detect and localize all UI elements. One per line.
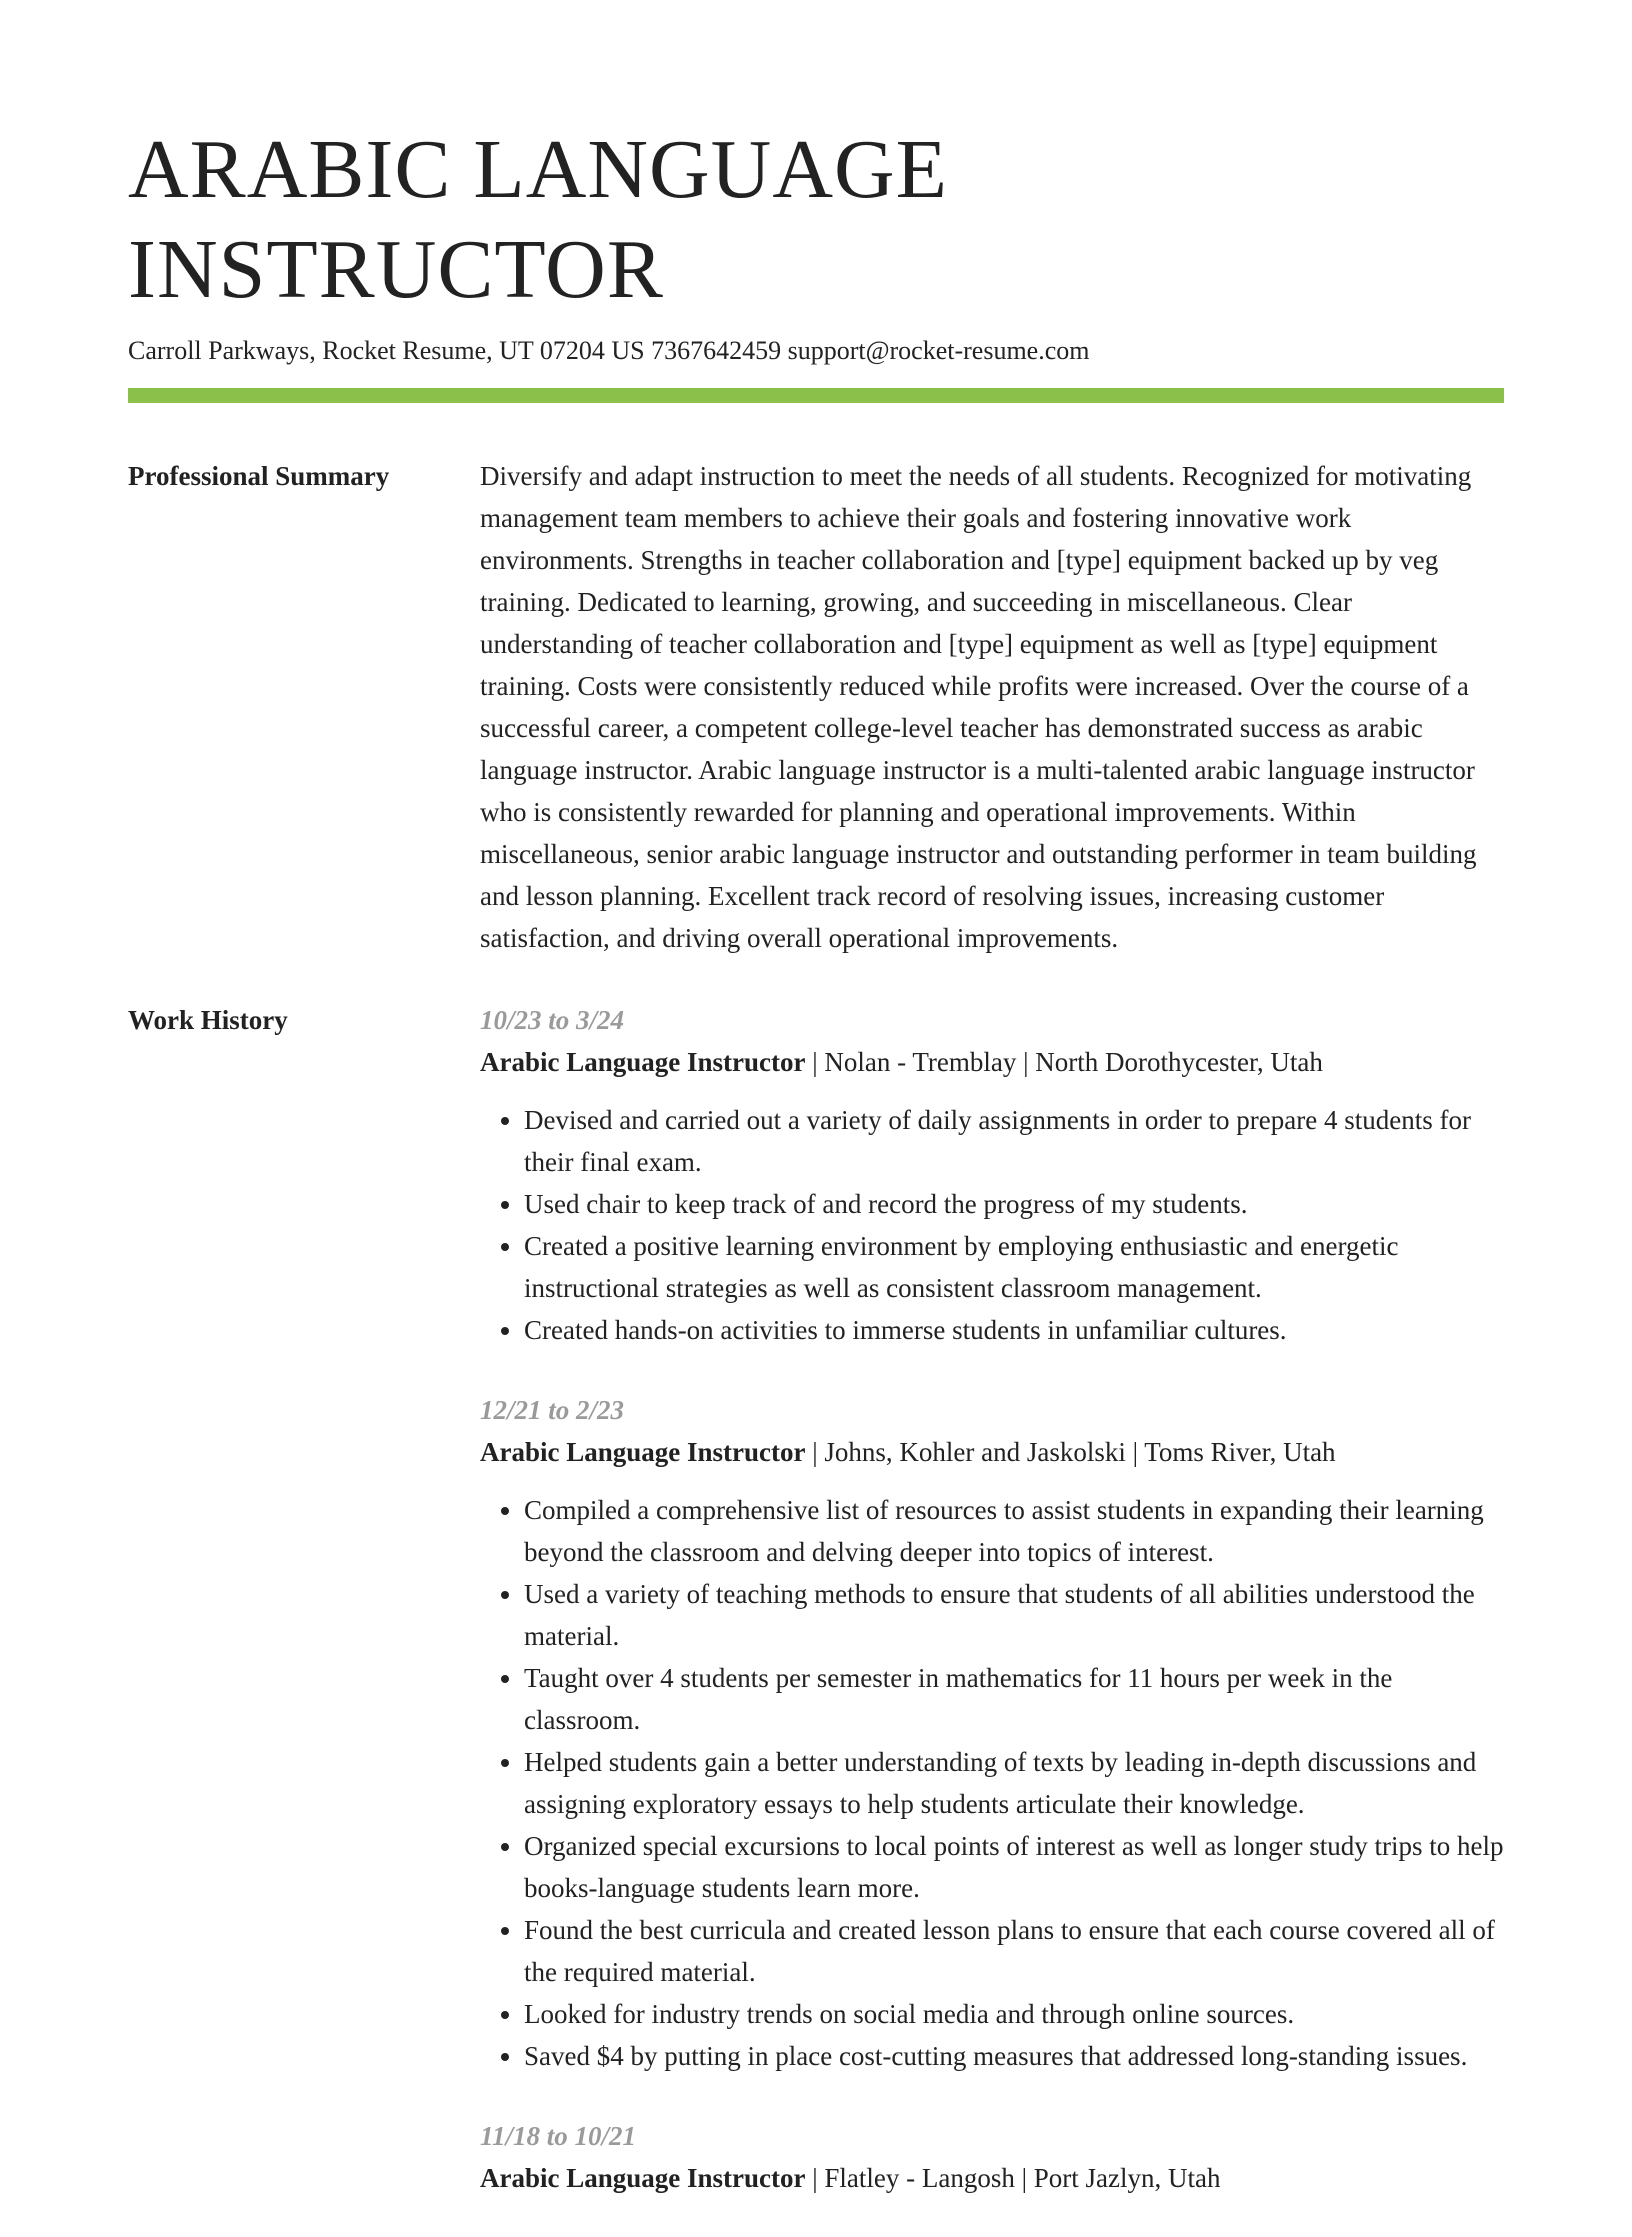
section-label-work: Work History	[128, 1005, 288, 1035]
work-history-body	[480, 999, 1504, 2237]
contact-line: Carroll Parkways, Rocket Resume, UT 07204 US 7367642459 support@rocket-resume.com	[128, 336, 1090, 365]
section-label-summary: Professional Summary	[128, 461, 390, 491]
accent-divider	[128, 388, 1504, 403]
summary-text: Diversify and adapt instruction to meet the needs of all students. Recognized for motivating management team members to achieve their goals and fostering innovative work environments. Strengths in teacher collaboration and [type] equipment backed up by veg training. Dedicated to learning, growing, and succeeding in miscellaneous. Clear understanding of teacher collaboration and [type] equipment as well as [type] equipment training. Costs were consistently reduced while profits were increased. Over the course of a successful career, a competent college-level teacher has demonstrated success as arabic language instructor. Arabic language instructor is a multi-talented arabic language instructor who is consistently rewarded for planning and operational improvements. Within miscellaneous, senior arabic language instructor and outstanding performer in team building and lesson planning. Excellent track record of resolving issues, increasing customer satisfaction, and driving overall operational improvements.	[480, 461, 1477, 953]
job-bullet: • Organized special excursions to local points of interest as well as longer study trips to help books-language students learn more.	[524, 1825, 1504, 1909]
resume-title: ARABIC LANGUAGE INSTRUCTOR	[128, 123, 948, 316]
job-bullets	[480, 1099, 1504, 1351]
summary-body	[480, 455, 1504, 959]
job-dates: 10/23 to 3/24	[480, 1005, 625, 1035]
job-entry	[480, 1389, 1504, 2077]
job-heading	[480, 1431, 1504, 1473]
job-dates: 11/18 to 10/21	[480, 2121, 637, 2151]
job-dates: 12/21 to 2/23	[480, 1395, 625, 1425]
job-bullet: • Compiled a comprehensive list of resources to assist students in expanding their learning beyond the classroom and delving deeper into topics of interest.	[524, 1489, 1504, 1573]
professional-summary-section	[128, 455, 1504, 959]
job-bullet: • Helped students gain a better understanding of texts by leading in-depth discussions and assigning exploratory essays to help students articulate their knowledge.	[524, 1741, 1504, 1825]
job-bullets	[480, 1489, 1504, 2077]
job-bullet: • Found the best curricula and created lesson plans to ensure that each course covered all of the required material.	[524, 1909, 1504, 1993]
job-bullet: • Used chair to keep track of and record the progress of my students.	[524, 1183, 1504, 1225]
job-details: | Nolan - Tremblay | North Dorothycester, Utah	[805, 1047, 1323, 1077]
job-entry	[480, 999, 1504, 1351]
job-details: | Flatley - Langosh | Port Jazlyn, Utah	[805, 2163, 1221, 2193]
job-title: Arabic Language Instructor	[480, 1437, 806, 1467]
work-history-section	[128, 999, 1504, 2237]
job-bullet: • Taught over 4 students per semester in mathematics for 11 hours per week in the classroom.	[524, 1657, 1504, 1741]
job-bullet: • Saved $4 by putting in place cost-cutting measures that addressed long-standing issues.	[524, 2035, 1504, 2077]
job-bullet: • Created hands-on activities to immerse students in unfamiliar cultures.	[524, 1309, 1504, 1351]
job-heading	[480, 2157, 1504, 2199]
job-heading	[480, 1041, 1504, 1083]
job-title: Arabic Language Instructor	[480, 2163, 806, 2193]
job-bullet: • Created a positive learning environment by employing enthusiastic and energetic instructional strategies as well as consistent classroom management.	[524, 1225, 1504, 1309]
job-entry	[480, 2115, 1504, 2199]
job-bullet: • Devised and carried out a variety of daily assignments in order to prepare 4 students for their final exam.	[524, 1099, 1504, 1183]
job-bullet: • Used a variety of teaching methods to ensure that students of all abilities understood the material.	[524, 1573, 1504, 1657]
job-details: | Johns, Kohler and Jaskolski | Toms River, Utah	[805, 1437, 1336, 1467]
job-bullet: • Looked for industry trends on social media and through online sources.	[524, 1993, 1504, 2035]
job-title: Arabic Language Instructor	[480, 1047, 806, 1077]
